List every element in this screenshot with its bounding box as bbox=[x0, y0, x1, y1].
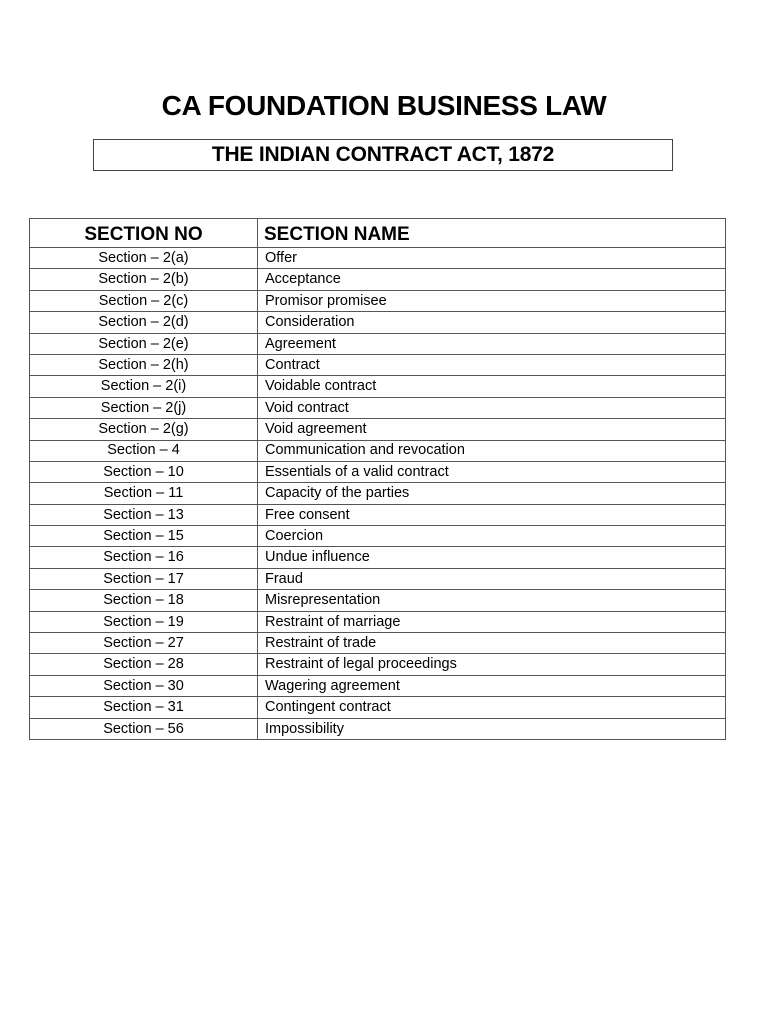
section-number: Section – 2(a) bbox=[30, 248, 258, 269]
section-number: Section – 10 bbox=[30, 461, 258, 482]
table-row bbox=[30, 269, 726, 290]
section-number: Section – 27 bbox=[30, 633, 258, 654]
section-number: Section – 2(c) bbox=[30, 290, 258, 311]
section-name: Restraint of marriage bbox=[258, 611, 726, 632]
document-subtitle: THE INDIAN CONTRACT ACT, 1872 bbox=[211, 143, 555, 166]
section-number: Section – 2(j) bbox=[30, 397, 258, 418]
section-name: Restraint of trade bbox=[258, 633, 726, 654]
table-row bbox=[30, 675, 726, 696]
table-row bbox=[30, 290, 726, 311]
table-row bbox=[30, 526, 726, 547]
document-title: CA FOUNDATION BUSINESS LAW bbox=[161, 90, 607, 121]
header-section-name: SECTION NAME bbox=[258, 219, 726, 248]
section-name: Consideration bbox=[258, 312, 726, 333]
section-name: Undue influence bbox=[258, 547, 726, 568]
section-number: Section – 16 bbox=[30, 547, 258, 568]
table-row bbox=[30, 568, 726, 589]
section-number: Section – 31 bbox=[30, 697, 258, 718]
table-row bbox=[30, 547, 726, 568]
table-row bbox=[30, 611, 726, 632]
section-name: Coercion bbox=[258, 526, 726, 547]
table-row bbox=[30, 590, 726, 611]
section-number: Section – 2(d) bbox=[30, 312, 258, 333]
section-name: Wagering agreement bbox=[258, 675, 726, 696]
section-name: Agreement bbox=[258, 333, 726, 354]
table-body bbox=[30, 248, 726, 740]
section-number: Section – 18 bbox=[30, 590, 258, 611]
table-row bbox=[30, 419, 726, 440]
table-row bbox=[30, 718, 726, 739]
table-row bbox=[30, 354, 726, 375]
section-number: Section – 2(g) bbox=[30, 419, 258, 440]
table-row bbox=[30, 440, 726, 461]
section-number: Section – 56 bbox=[30, 718, 258, 739]
section-name: Restraint of legal proceedings bbox=[258, 654, 726, 675]
table-row bbox=[30, 312, 726, 333]
section-name: Essentials of a valid contract bbox=[258, 461, 726, 482]
sections-table bbox=[29, 218, 726, 740]
section-number: Section – 2(i) bbox=[30, 376, 258, 397]
header-section-no: SECTION NO bbox=[30, 219, 258, 248]
subtitle-box bbox=[93, 139, 673, 171]
section-number: Section – 2(h) bbox=[30, 354, 258, 375]
section-name: Acceptance bbox=[258, 269, 726, 290]
table-header-row bbox=[30, 219, 726, 248]
section-name: Voidable contract bbox=[258, 376, 726, 397]
table-row bbox=[30, 461, 726, 482]
section-name: Offer bbox=[258, 248, 726, 269]
section-name: Void contract bbox=[258, 397, 726, 418]
section-number: Section – 30 bbox=[30, 675, 258, 696]
table-row bbox=[30, 697, 726, 718]
section-name: Capacity of the parties bbox=[258, 483, 726, 504]
section-name: Impossibility bbox=[258, 718, 726, 739]
table-row bbox=[30, 654, 726, 675]
section-name: Void agreement bbox=[258, 419, 726, 440]
table-row bbox=[30, 633, 726, 654]
section-name: Contingent contract bbox=[258, 697, 726, 718]
section-number: Section – 13 bbox=[30, 504, 258, 525]
table-row bbox=[30, 333, 726, 354]
section-name: Misrepresentation bbox=[258, 590, 726, 611]
section-number: Section – 11 bbox=[30, 483, 258, 504]
section-name: Fraud bbox=[258, 568, 726, 589]
section-number: Section – 17 bbox=[30, 568, 258, 589]
section-number: Section – 15 bbox=[30, 526, 258, 547]
section-number: Section – 4 bbox=[30, 440, 258, 461]
section-number: Section – 2(e) bbox=[30, 333, 258, 354]
section-name: Promisor promisee bbox=[258, 290, 726, 311]
section-number: Section – 19 bbox=[30, 611, 258, 632]
section-number: Section – 2(b) bbox=[30, 269, 258, 290]
table-row bbox=[30, 376, 726, 397]
section-number: Section – 28 bbox=[30, 654, 258, 675]
section-name: Communication and revocation bbox=[258, 440, 726, 461]
section-name: Free consent bbox=[258, 504, 726, 525]
table-row bbox=[30, 504, 726, 525]
table-row bbox=[30, 483, 726, 504]
table-row bbox=[30, 248, 726, 269]
section-name: Contract bbox=[258, 354, 726, 375]
table-row bbox=[30, 397, 726, 418]
